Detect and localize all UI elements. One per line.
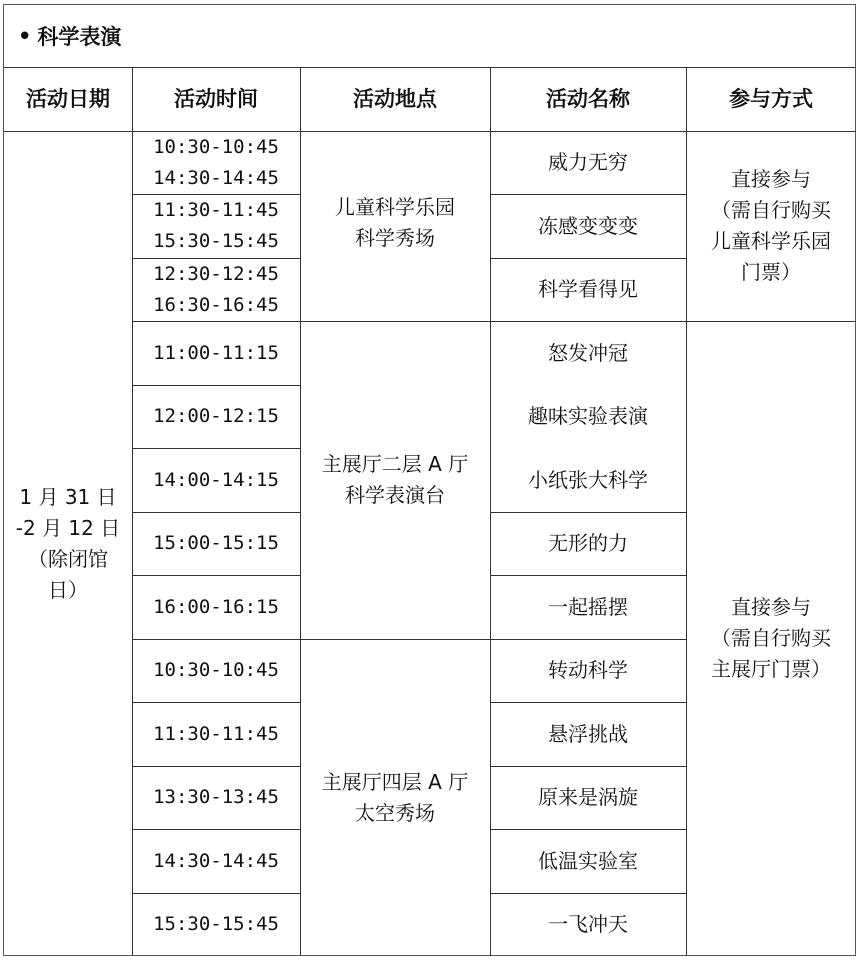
activity-name: 一飞冲天 xyxy=(548,912,628,936)
time-text: 16:30-16:45 xyxy=(153,293,279,316)
time-cell: 15:00-15:15 xyxy=(153,532,279,554)
time-cell: 13:30-13:45 xyxy=(153,786,279,808)
activity-name: 趣味实验表演 xyxy=(528,404,648,428)
grid-line xyxy=(132,766,300,767)
time-text: 14:30-14:45 xyxy=(153,166,279,189)
activity-name: 科学看得见 xyxy=(538,277,638,301)
date-line: （除闭馆 xyxy=(28,546,108,571)
bullet: • xyxy=(18,24,32,48)
time-cell: 11:00-11:15 xyxy=(153,341,279,364)
time-cell: 15:30-15:45 xyxy=(153,913,279,935)
header-location: 活动地点 xyxy=(353,87,437,111)
grid-line xyxy=(490,893,686,894)
time-cell xyxy=(132,194,300,258)
grid-line xyxy=(490,829,686,830)
grid-line xyxy=(300,68,301,956)
header-name: 活动名称 xyxy=(546,87,630,111)
time-cell: 14:00-14:15 xyxy=(153,468,279,491)
participation-text: 直接参与 xyxy=(731,167,811,191)
location-text: 主展厅二层 A 厅 xyxy=(321,452,469,476)
location-text: 主展厅四层 A 厅 xyxy=(321,769,469,794)
time-cell: 12:00-12:15 xyxy=(153,405,279,427)
date-line: -2 月 12 日 xyxy=(15,515,121,540)
grid-line xyxy=(4,131,856,132)
grid-line xyxy=(132,702,300,703)
activity-name: 无形的力 xyxy=(548,531,628,555)
date-line: 日） xyxy=(48,577,88,602)
grid-line xyxy=(132,385,300,386)
participation-text: 直接参与 xyxy=(731,595,811,619)
participation-cell xyxy=(686,321,856,956)
participation-text: 儿童科学乐园 xyxy=(711,229,831,253)
grid-line xyxy=(132,194,300,195)
time-text: 15:30-15:45 xyxy=(153,230,279,252)
location-text: 科学秀场 xyxy=(355,226,435,250)
participation-text: （需自行购买 xyxy=(711,198,831,222)
participation-text: （需自行购买 xyxy=(711,626,831,650)
location-text: 科学表演台 xyxy=(345,483,445,507)
participation-cell xyxy=(686,131,856,321)
participation-text: 门票） xyxy=(741,260,801,284)
grid-line xyxy=(132,512,300,513)
activity-name: 威力无穷 xyxy=(548,150,628,174)
time-text: 11:30-11:45 xyxy=(153,199,279,221)
grid-line xyxy=(490,702,686,703)
grid-line xyxy=(132,893,300,894)
header-participation: 参与方式 xyxy=(729,87,813,111)
grid-line xyxy=(132,575,300,576)
grid-line xyxy=(490,258,686,259)
grid-line xyxy=(490,766,686,767)
location-text: 儿童科学乐园 xyxy=(335,195,455,219)
grid-line xyxy=(490,512,686,513)
header-date: 活动日期 xyxy=(26,87,110,111)
activity-name: 怒发冲冠 xyxy=(548,340,628,365)
time-cell xyxy=(132,131,300,194)
location-cell xyxy=(300,639,490,956)
time-cell: 10:30-10:45 xyxy=(153,659,279,681)
grid-line xyxy=(132,829,300,830)
location-cell xyxy=(300,321,490,639)
location-cell xyxy=(300,131,490,321)
activity-name: 原来是涡旋 xyxy=(538,785,638,809)
activity-name: 低温实验室 xyxy=(538,848,638,873)
header-time: 活动时间 xyxy=(174,87,258,111)
activity-name: 一起摇摆 xyxy=(548,594,628,619)
grid-line xyxy=(490,575,686,576)
section-title xyxy=(4,5,855,68)
grid-line xyxy=(132,639,686,640)
time-text: 10:30-10:45 xyxy=(153,135,279,158)
activity-name: 冻感变变变 xyxy=(538,213,638,238)
time-cell: 14:30-14:45 xyxy=(153,849,279,872)
grid-line xyxy=(490,194,686,195)
grid-line xyxy=(132,448,300,449)
grid-line xyxy=(132,321,856,322)
time-cell: 16:00-16:15 xyxy=(153,595,279,618)
time-cell xyxy=(132,258,300,321)
location-text: 太空秀场 xyxy=(355,800,435,825)
section-title-text: 科学表演 xyxy=(37,25,122,49)
participation-text: 主展厅门票） xyxy=(711,657,831,681)
activity-name: 小纸张大科学 xyxy=(528,467,648,492)
grid-line xyxy=(132,258,300,259)
activity-name: 悬浮挑战 xyxy=(548,721,628,746)
date-line: 1 月 31 日 xyxy=(19,484,117,509)
date-cell xyxy=(4,131,132,956)
grid-line xyxy=(686,68,687,956)
activity-name: 转动科学 xyxy=(548,658,628,682)
time-text: 12:30-12:45 xyxy=(153,262,279,285)
time-cell: 11:30-11:45 xyxy=(153,722,279,745)
